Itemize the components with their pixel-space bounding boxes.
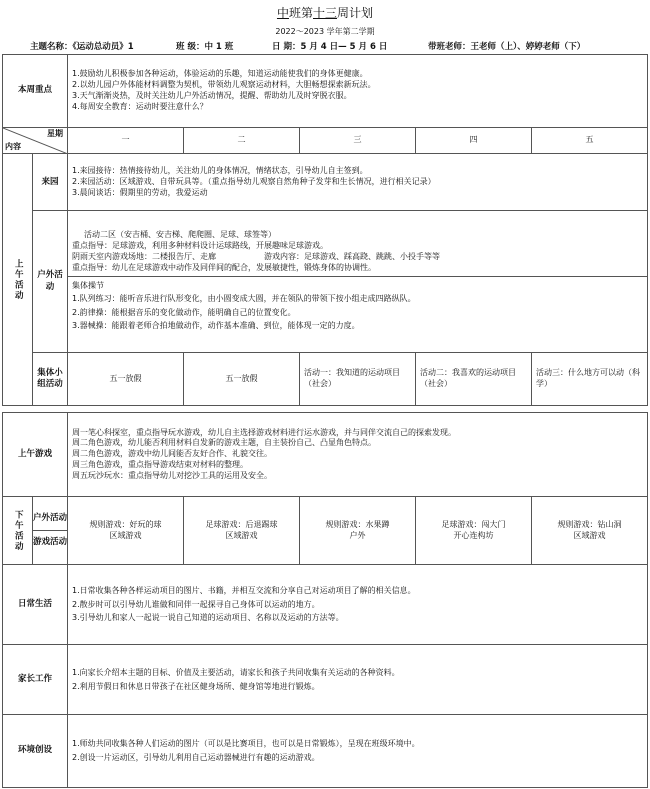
focus-content: [68, 55, 648, 128]
afternoon-activities-label: [3, 497, 33, 565]
parent-line: 1.向家长介绍本主题的目标、价值及主要活动，请家长和孩子共同收集有关运动的各种资料。: [72, 667, 400, 677]
weekday-corner-cell: [3, 128, 68, 154]
arrival-line: 1.来园接待：热情接待幼儿，关注幼儿的身体情况，情绪状态，引导幼儿自主签到。: [72, 166, 368, 176]
environment-content: [68, 715, 648, 788]
games-line: 周二角色游戏，游戏中幼儿间能否友好合作、礼貌交往。: [72, 449, 273, 459]
focus-line: 3.天气渐渐炎热，及时关注幼儿户外活动情况，提醒、帮助幼儿及时穿脱衣服。: [72, 91, 352, 101]
morning-activities-text: 上午活动: [13, 258, 24, 301]
parent-work-label: 家长工作: [3, 645, 68, 715]
outdoor-label-text: 户外活动: [37, 270, 63, 292]
games-line: 周二角色游戏，幼儿能否利用材料自发新的游戏主题，自主装扮自己、凸显角色特点。: [72, 438, 377, 448]
arrival-content: [68, 154, 648, 211]
focus-line: 1.鼓励幼儿积极参加各种运动，体验运动的乐趣，知道运动能使我们的身体更健康。: [72, 69, 368, 79]
games-label: [3, 413, 68, 497]
drill-title: 集体操节: [72, 280, 105, 290]
drill-line: 3.器械操：能跟着老师合拍地做动作，动作基本准确、到位，能体现一定的力度。: [72, 321, 360, 331]
morning-activities-label: [3, 154, 33, 406]
environment-line: 2.创设一片运动区，引导幼儿利用自己运动器械进行有趣的运动游戏。: [72, 753, 320, 762]
class-name: 班 级：中 1 班: [176, 42, 234, 52]
environment-label: 环境创设: [3, 715, 68, 788]
drill-block: [68, 277, 647, 335]
games-line: 周一笔心科探室，重点指导玩水游戏，幼儿自主选择游戏材料进行运水游戏，并与同伴交流自己的探索发现。: [72, 427, 457, 437]
weekday-fri: 五: [532, 128, 648, 154]
focus-line: 4.每周安全教育：运动时要注意什么？: [72, 101, 208, 111]
page-title: [0, 4, 650, 21]
outdoor-line: 阴雨天室内游戏场地：二楼报告厅、走廊 游戏内容：足球游戏、踩高跷、跳跳、小投手等等: [72, 252, 441, 262]
afternoon-activities-text: 下午活动: [13, 509, 24, 552]
outdoor-label: [33, 211, 68, 353]
outdoor-line: 重点指导：幼儿在足球游戏中动作及同伴间的配合，发展敏捷性，锻炼身体的协调性。: [72, 262, 377, 272]
afternoon-game-text: 游戏活动: [33, 537, 68, 547]
outdoor-line: 重点指导：足球游戏，利用多种材料设计运球路线，开展趣味足球游戏。: [72, 241, 329, 251]
group-activity-label: 集体小组活动: [33, 353, 68, 406]
term-subtitle: 2022～2023 学年第二学期: [275, 27, 375, 36]
afternoon-game-mon: 规则游戏：好玩的球 区域游戏: [68, 497, 184, 565]
daily-life-label: 日常生活: [3, 565, 68, 645]
date-range: 日 期：5 月 4 日— 5 月 6 日: [272, 42, 388, 52]
group-activity-fri: 活动三：什么地方可以动（科学）: [532, 353, 648, 406]
games-line: 周五玩沙玩水：重点指导幼儿对挖沙工具的运用及安全。: [72, 470, 273, 480]
group-activity-mon: 五一放假: [68, 353, 184, 406]
afternoon-plan-table: [2, 412, 648, 788]
afternoon-outdoor-text: 户外活动: [33, 507, 67, 531]
corner-content-label: 内容: [5, 141, 21, 151]
outdoor-area-block: [68, 228, 647, 276]
title-suffix: 周计划: [337, 6, 374, 20]
group-activity-wed: 活动一：我知道的运动项目（社会）: [300, 353, 416, 406]
drill-line: 2.韵律操：能根据音乐的变化做动作，能明确自己的位置变化。: [72, 307, 296, 317]
title-class-level: 中: [276, 6, 289, 20]
drill-line: 1.队列练习：能听音乐进行队形变化，由小圆变成大圆，并在领队的带领下按小组走成四路纵队。: [72, 294, 416, 304]
daily-life-content: [68, 565, 648, 645]
afternoon-outdoor-label: [33, 497, 68, 565]
afternoon-game-wed: 规则游戏：水果蹲 户外: [300, 497, 416, 565]
theme-name: 主题名称：《运动总动员》1: [30, 42, 134, 52]
weekday-wed: 三: [300, 128, 416, 154]
games-content: [68, 413, 648, 497]
daily-line: 1.日常收集各种各样运动项目的图片、书籍，并相互交流和分享自己对运动项目了解的相关信息。: [72, 586, 416, 596]
weekday-thu: 四: [416, 128, 532, 154]
environment-line: 1.师幼共同收集各种人们运动的图片（可以是比赛项目，也可以是日常锻炼），呈现在班级环境中。: [72, 739, 420, 749]
afternoon-game-thu: 足球游戏：闯大门 开心连构坊: [416, 497, 532, 565]
arrival-line: 3.晨间谈话：假期里的劳动，我爱运动: [72, 187, 208, 197]
group-activity-tue: 五一放假: [184, 353, 300, 406]
title-mid: 班第: [288, 6, 313, 20]
arrival-label: 来园: [33, 154, 68, 211]
teachers: 带班老师：王老师（上）、婷婷老师（下）: [428, 42, 586, 52]
afternoon-game-fri: 规则游戏：钻山洞 区域游戏: [532, 497, 648, 565]
arrival-line: 2.来园活动：区域游戏、自带玩具等。（重点指导幼儿观察自然角种子发芽和生长情况，进行相关记录）: [72, 176, 436, 186]
title-week-number: 十三: [313, 6, 338, 20]
games-label-text: 上午游戏: [18, 448, 53, 459]
games-line: 周三角色游戏，重点指导游戏结束对材料的整理。: [72, 459, 249, 469]
weekday-mon: 一: [68, 128, 184, 154]
outdoor-line: 活动二区（安吉桶、安吉梯、爬爬圈、足球、球签等）: [84, 230, 277, 240]
focus-line: 2.以幼儿园户外体能材料调整为契机，带领幼儿观察运动材料，大胆畅想探索新玩法。: [72, 80, 376, 90]
weekday-tue: 二: [184, 128, 300, 154]
corner-weekday-label: 星期: [47, 129, 64, 139]
parent-line: 2.利用节假日和休息日带孩子在社区健身场所、健身馆等地进行锻炼。: [72, 681, 320, 691]
afternoon-game-tue: 足球游戏：后退踢球 区域游戏: [184, 497, 300, 565]
group-activity-thu: 活动二：我喜欢的运动项目（社会）: [416, 353, 532, 406]
morning-plan-table: [2, 54, 648, 406]
outdoor-content: [68, 211, 648, 353]
parent-work-content: [68, 645, 648, 715]
daily-line: 2.散步时可以引导幼儿谁做和同伴一起探寻自己身体可以运动的地方。: [72, 599, 320, 609]
daily-line: 3.引导幼儿和家人一起说一说自己知道的运动项目、名称以及运动的方法等。: [72, 613, 344, 623]
focus-label: 本周重点: [3, 55, 68, 128]
